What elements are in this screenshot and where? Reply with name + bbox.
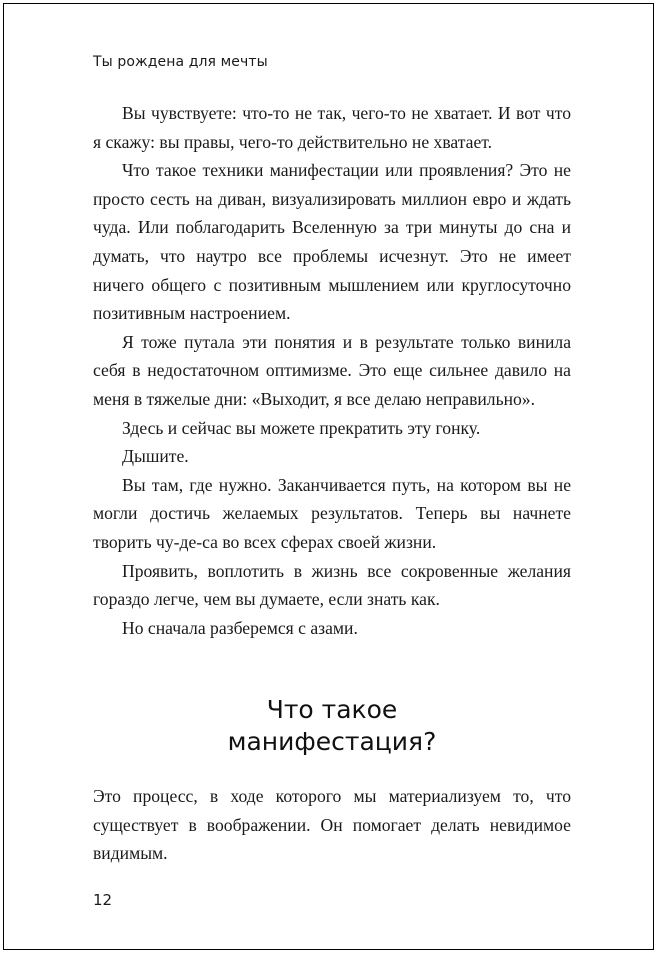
paragraph: Я тоже путала эти понятия и в результате только винила себя в недостаточном оптимизме. Это еще сильнее давило на меня в тяжелые дни: «Выходит, я все делаю неправильно».: [93, 331, 571, 409]
book-page: [3, 3, 654, 950]
section-heading-line: Что такое: [266, 695, 398, 724]
paragraph: Но сначала разберемся с азами.: [122, 617, 358, 638]
paragraph: Здесь и сейчас вы можете прекратить эту гонку.: [122, 417, 481, 438]
paragraph: Что такое техники манифестации или проявления? Это не просто сесть на диван, визуализировать миллион евро и ждать чуда. Или поблагодарить Вселенную за три минуты до сна и думать, что наутро все проблемы исчезнут. Это не имеет ничего общего с позитивным мышлением или круглосуточно позитивным настроением.: [93, 160, 571, 324]
paragraph: Проявить, воплотить в жизнь все сокровенные желания гораздо легче, чем вы думаете, если знать как.: [93, 560, 571, 610]
paragraph: Дышите.: [122, 446, 189, 467]
paragraph: Вы там, где нужно. Заканчивается путь, на котором вы не могли достичь желаемых результатов. Теперь вы начнете творить чу-де-са во всех сферах своей жизни.: [93, 474, 571, 552]
body-text: [93, 99, 571, 642]
paragraph: Вы чувствуете: что-то не так, чего-то не хватает. И вот что я скажу: вы правы, чего-то действительно не хватает.: [93, 103, 571, 152]
paragraph: Это процесс, в ходе которого мы материализуем то, что существует в воображении. Он помогает делать невидимое видимым.: [93, 786, 571, 864]
running-head: Ты рождена для мечты: [93, 54, 268, 70]
section-body-text: [93, 782, 571, 868]
page-number: 12: [93, 891, 113, 909]
section-heading-line: манифестация?: [227, 727, 437, 756]
section-heading: [93, 694, 571, 758]
